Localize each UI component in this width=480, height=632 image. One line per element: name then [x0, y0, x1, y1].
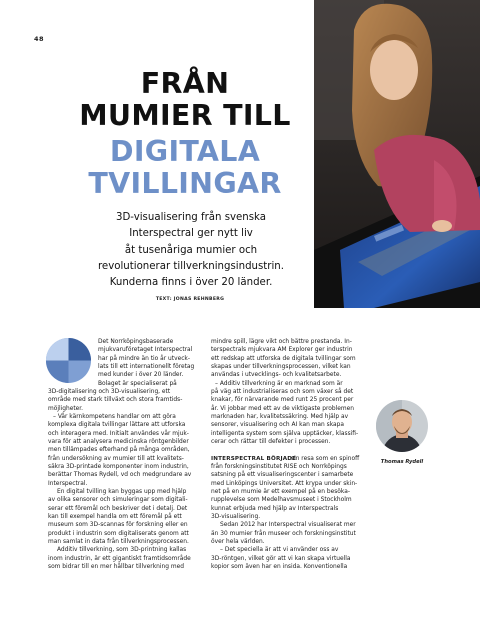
body-line: Det Norrköpingsbaserade — [98, 339, 174, 345]
body-line: skapas under tillverkningsprocessen, vilket kan — [211, 364, 351, 370]
body-line: Additiv tillverkning, som 3D-printning kallas — [57, 547, 187, 553]
body-line: berättar Thomas Rydell, vd och medgrundare av — [48, 472, 192, 478]
portrait-caption: Thomas Rydell — [380, 459, 424, 465]
body-line: och interagera med. Initialt användes vår mjuk- — [48, 431, 189, 437]
headline-line-2: MUMIER TILL — [79, 99, 291, 132]
body-line: lats till ett internationellt företag — [98, 364, 195, 370]
ingress-line: 3D-visualisering från svenska — [115, 212, 267, 223]
body-line: serar ett föremål och beskriver det i detalj. Det — [48, 506, 188, 512]
body-line: kunnat erbjuda med hjälp av Interspectrals — [211, 506, 339, 512]
body-line: som bidrar till en mer hållbar tillverkning med — [48, 564, 184, 570]
byline: TEXT: JONAS REHNBERG — [155, 297, 225, 302]
page-number: 48 — [34, 35, 45, 43]
body-line: 3D-röntgen, vilket gör att vi kan skapa virtuella — [211, 556, 351, 562]
body-line: man samlat in data från tillverkningsprocessen. — [48, 539, 189, 545]
body-line: vara för att analysera medicinska röntgenbilder — [48, 439, 189, 445]
body-line: museum som 3D-scannas för forskning eller en — [48, 522, 188, 528]
body-line: En digital tvilling kan byggas upp med hjälp — [57, 489, 187, 495]
body-line: Sedan 2012 har Interspectral visualiserat mer — [220, 522, 356, 528]
body-line: sin resa som en spinoff — [291, 456, 360, 462]
body-line: kan till exempel handla om ett föremål på ett — [48, 514, 182, 520]
body-line: mindre spill, lägre vikt och bättre prestanda. In- — [211, 339, 352, 345]
body-line: terspectrals mjukvara AM Explorer ger industrin — [211, 347, 353, 353]
headline-line-4: TVILLINGAR — [88, 167, 282, 200]
body-line: satsning på ett visualiseringscenter i samarbete — [211, 472, 354, 478]
headline-line-1: FRÅN — [140, 67, 230, 100]
body-line: Interspectral. — [48, 481, 88, 487]
subhead: INTERSPECTRAL BÖRJADE — [211, 456, 297, 462]
body-line: av olika sensorer och simuleringar som digitali- — [48, 497, 188, 503]
hero-photo — [314, 0, 480, 308]
body-line: intelligenta system som själva upptäcker, klassifi- — [211, 431, 359, 437]
body-line: sensorer, visualisering och AI kan man skapa — [211, 422, 344, 428]
body-line: 3D-digitalisering och 3D-visualisering, ett — [48, 389, 171, 395]
ingress-line: revolutionerar tillverkningsindustrin. — [97, 260, 285, 272]
body-line: på väg att industrialiseras och som växer så det — [211, 389, 354, 395]
ingress-line: åt tusenåriga mumier och — [124, 244, 258, 256]
body-line: från forskningsinstitutet RISE och Norrköpings — [211, 464, 347, 470]
body-line: – Additiv tillverkning är en marknad som är — [215, 381, 343, 387]
interspectral-logo — [45, 337, 92, 384]
body-line: säkra 3D-printade komponenter inom industrin, — [48, 464, 189, 470]
body-line: produkt i industrin som digitaliserats genom att — [48, 531, 189, 537]
body-line: komplexa digitala tvillingar lättare att utforska — [48, 422, 186, 428]
body-line: inom industrin, är ett gigantiskt framtidsområde — [48, 556, 191, 562]
body-line: från undersökning av mumier till att kvalitets- — [48, 456, 184, 462]
body-line: rupplevelse som Medelhavsmuseet i Stockholm — [211, 497, 352, 503]
body-line: 3D-visualisering. — [211, 514, 261, 520]
ingress-line: Interspectral ger nytt liv — [129, 228, 253, 240]
body-line: möjligheter. — [48, 406, 84, 412]
body-line: marknaden har, kvalitetssäkring. Med hjälp av — [211, 414, 349, 420]
body-line: net på en mumie är ett exempel på en besöka- — [211, 489, 350, 495]
ingress-line: Kunderna finns i över 20 länder. — [109, 277, 273, 289]
body-line: knakar, för närvarande med runt 25 procent per — [211, 397, 354, 403]
portrait-photo — [376, 400, 428, 452]
body-line: har på mindre än tio år utveck- — [98, 356, 190, 362]
body-line: område med stark tillväxt och stora framtids- — [48, 397, 183, 403]
body-line: – Det speciella är att vi använder oss av — [220, 547, 339, 553]
body-line: mjukvaruföretaget Interspectral — [98, 347, 193, 353]
body-line: – Vår kärnkompetens handlar om att göra — [53, 414, 176, 420]
ingress — [86, 210, 296, 291]
body-line: än 30 mumier från museer och forskningsinstitut — [211, 531, 356, 537]
body-line: med kunder i över 20 länder. — [98, 372, 184, 378]
body-line: men tillämpades efterhand på många områden, — [48, 447, 190, 453]
headline-line-3: DIGITALA — [109, 135, 261, 168]
body-line: Bolaget är specialiserat på — [98, 381, 177, 387]
body-line: år. Vi jobbar med ett av de viktigaste problemen — [211, 406, 354, 412]
body-line: cerar och rättar till defekter i processen. — [211, 439, 331, 445]
body-line: ett redskap att utforska de digitala tvillingar som — [211, 356, 356, 362]
body-line: användas i utvecklings- och kvalitetsarbete. — [211, 372, 342, 378]
body-line: med Linköpings Universitet. Att krypa under skin- — [211, 481, 358, 487]
body-line: kopior som även har en insida. Konventionella — [211, 564, 348, 570]
body-line: över hela världen. — [211, 539, 265, 545]
